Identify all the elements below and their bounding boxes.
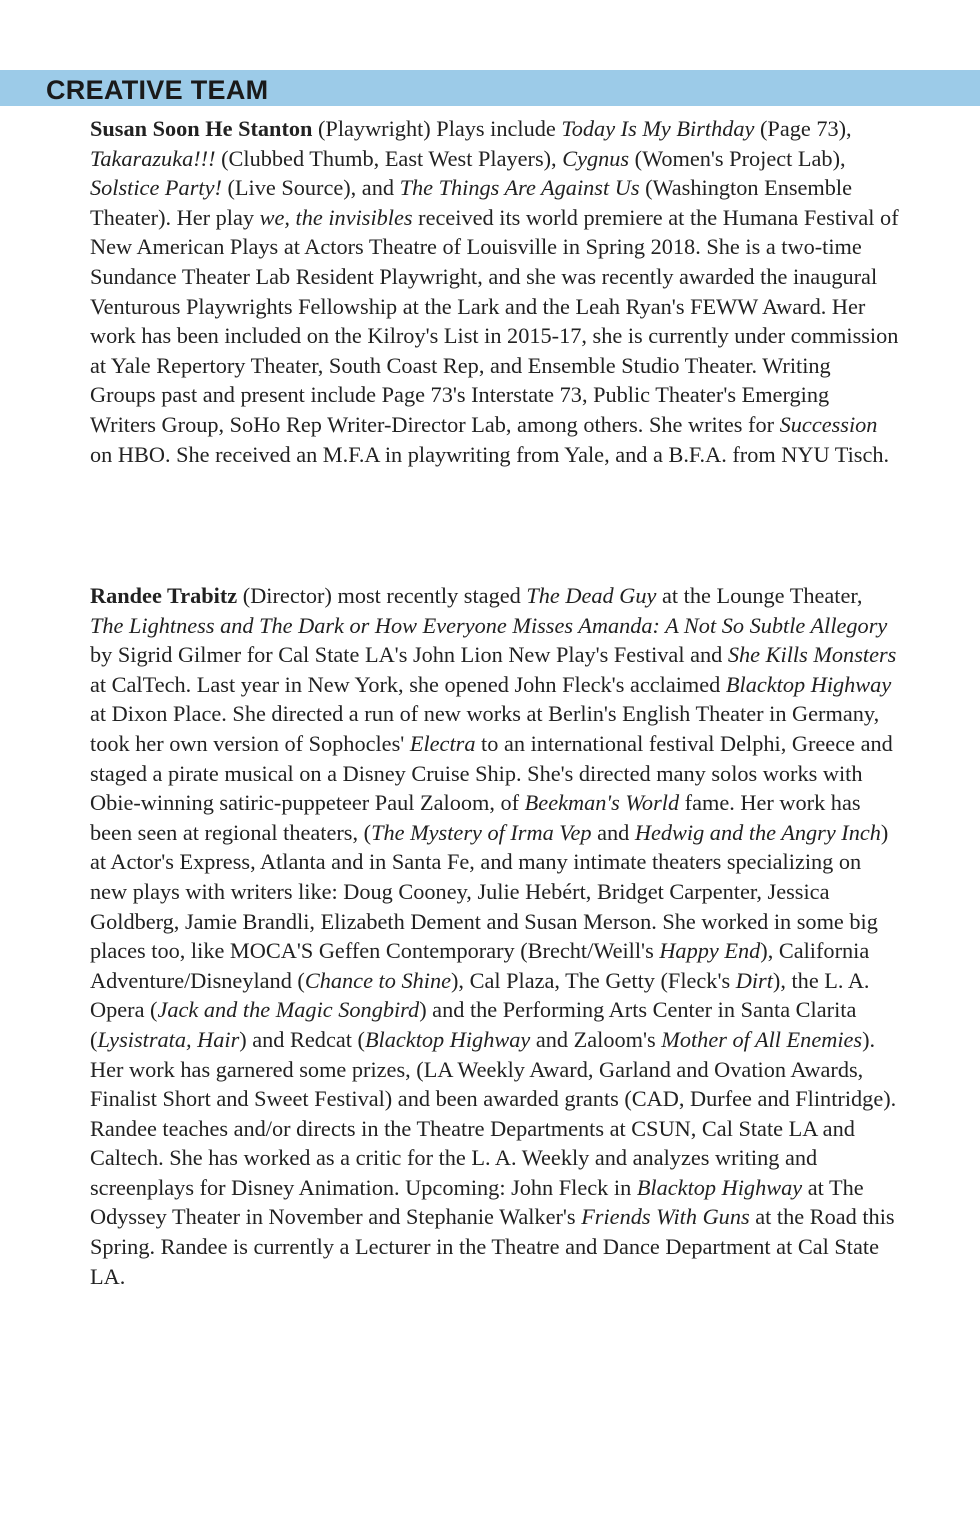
bio-title-italic: Dirt bbox=[735, 967, 773, 993]
bio-text: by Sigrid Gilmer for Cal State LA's John Lion New Play's Festival and bbox=[90, 642, 728, 668]
bio-title-italic: The Things Are Against Us bbox=[399, 175, 640, 201]
bio-title-italic: Solstice Party! bbox=[90, 175, 222, 201]
bio-text: and bbox=[591, 819, 635, 845]
bio-title-italic: Cygnus bbox=[562, 145, 630, 171]
bio-text: ) and Redcat ( bbox=[239, 1026, 365, 1052]
bio-paragraph bbox=[90, 581, 900, 1291]
bio-text: at the Lounge Theater, bbox=[656, 583, 863, 608]
bio-title-italic: Lysistrata, Hair bbox=[97, 1026, 240, 1052]
section-title: CREATIVE TEAM bbox=[46, 75, 269, 105]
bio-title-italic: Beekman's World bbox=[524, 790, 680, 816]
bio-body bbox=[90, 583, 896, 1289]
bio-text: ), Cal Plaza, The Getty (Fleck's bbox=[451, 967, 736, 993]
bio-text: (Playwright) Plays include bbox=[312, 116, 562, 141]
bio-title-italic: Blacktop Highway bbox=[725, 671, 892, 697]
bio-title-italic: Hedwig and the Angry Inch bbox=[634, 819, 881, 845]
bio-title-italic: we, the invisibles bbox=[259, 204, 413, 230]
bio-text: at Dixon Place. She directed a run of new works at Berlin's English Theater in Germany, took her own version of Sophocles' bbox=[90, 701, 880, 756]
bio-title-italic: Electra bbox=[409, 730, 476, 756]
bio-body bbox=[90, 116, 899, 467]
bio-text: at CalTech. Last year in New York, she opened John Fleck's acclaimed bbox=[90, 671, 726, 697]
bio-text: to an international festival Delphi, Greece and staged a pirate musical on a Disney Cruise Ship. She's directed many solos works with Obie-winning satiric-puppeteer Paul Zaloom, of bbox=[90, 730, 893, 816]
bio-text: (Page 73), bbox=[754, 116, 852, 141]
bio-title-italic: She Kills Monsters bbox=[727, 642, 897, 668]
bio-title-italic: Jack and the Magic Songbird bbox=[157, 997, 420, 1023]
bio-text: (Live Source), and bbox=[221, 175, 400, 201]
bio-title-italic: Happy End bbox=[659, 938, 761, 964]
bio-text: ) and the Performing Arts Center in Santa Clarita ( bbox=[90, 997, 857, 1052]
bio-text: fame. Her work has been seen at regional theaters, ( bbox=[90, 790, 861, 845]
bio-title-italic: Blacktop Highway bbox=[636, 1174, 803, 1200]
bio-text: (Clubbed Thumb, East West Players), bbox=[215, 145, 563, 171]
bio-title-italic: The Dead Guy bbox=[526, 583, 657, 608]
bio-title-italic: Takarazuka!!! bbox=[90, 145, 216, 171]
bio-text: ), California Adventure/Disneyland ( bbox=[90, 938, 870, 993]
bio-text: ). Her work has garnered some prizes, (LA Weekly Award, Garland and Ovation Awards, Finalist Short and Sweet Festival) and been awarded grants (CAD, Durfee and Flintridge). Randee teaches and/or directs in the Theatre Departments at CSUN, Cal State LA and Caltech. She has worked as a critic for the L. A. Weekly and analyzes writing and screenplays for Disney Animation. Upcoming: John Fleck in bbox=[90, 1026, 897, 1200]
bio-title-italic: Friends With Guns bbox=[581, 1204, 750, 1230]
bio-text: received its world premiere at the Humana Festival of New American Plays at Actors Theatre of Louisville in Spring 2018. She is a two-time Sundance Theater Lab Resident Playwright, and she was recently awarded the inaugural Venturous Playwrights Fellowship at the Lark and the Leah Ryan's FEWW Award. Her work has been included on the Kilroy's List in 2015-17, she is currently under commission at Yale Repertory Theater, South Coast Rep, and Ensemble Studio Theater. Writing Groups past and present include Page 73's Interstate 73, Public Theater's Emerging Writers Group, SoHo Rep Writer-Director Lab, among others. She writes for bbox=[90, 204, 899, 437]
bio-title-italic: Blacktop Highway bbox=[364, 1026, 531, 1052]
bio-title-italic: Mother of All Enemies bbox=[661, 1026, 863, 1052]
bio-text: (Women's Project Lab), bbox=[629, 145, 846, 171]
bio-name: Susan Soon He Stanton bbox=[90, 116, 313, 141]
bio-title-italic: The Lightness and The Dark or How Everyone Misses Amanda: A Not So Subtle Allegory bbox=[90, 612, 888, 638]
bio-title-italic: Succession bbox=[779, 411, 878, 437]
bio-text: (Director) most recently staged bbox=[237, 583, 527, 608]
bio-name: Randee Trabitz bbox=[90, 583, 238, 608]
bio-text: at the Road this Spring. Randee is currently a Lecturer in the Theatre and Dance Department at Cal State LA. bbox=[90, 1204, 895, 1289]
bio-text: ), the L. A. Opera ( bbox=[90, 967, 870, 1023]
bio-text: at The Odyssey Theater in November and Stephanie Walker's bbox=[90, 1174, 864, 1230]
bio-text: (Washington Ensemble Theater). Her play bbox=[90, 175, 852, 230]
bio-paragraph bbox=[90, 114, 900, 469]
bio-title-italic: Chance to Shine bbox=[304, 967, 451, 993]
bio-text: ) at Actor's Express, Atlanta and in Santa Fe, and many intimate theaters specializing on new plays with writers like: Doug Cooney, Julie Hebért, Bridget Carpenter, Jessica Goldberg, Jamie Brandli, Elizabeth Dement and Susan Merson. She worked in some big places too, like MOCA'S Geffen Contemporary (Brecht/Weill's bbox=[90, 819, 889, 964]
bio-title-italic: Today Is My Birthday bbox=[561, 116, 755, 141]
bio-title-italic: The Mystery of Irma Vep bbox=[371, 819, 592, 845]
bio-text: and Zaloom's bbox=[530, 1026, 662, 1052]
bio-text: on HBO. She received an M.F.A in playwriting from Yale, and a B.F.A. from NYU Tisch. bbox=[90, 441, 890, 467]
